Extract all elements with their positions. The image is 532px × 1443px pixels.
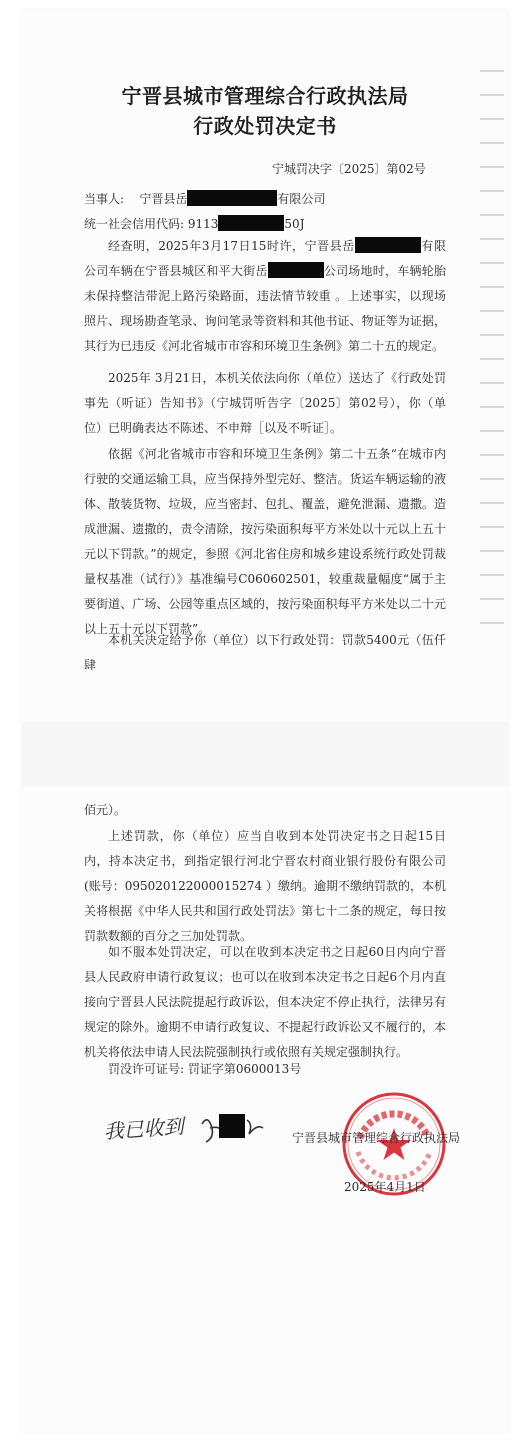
redaction-block (219, 1114, 245, 1138)
credit-code-label: 统一社会信用代码: (84, 217, 185, 231)
signature-text: 我已收到 (102, 1114, 185, 1144)
legal-basis-paragraph: 依据《河北省城市市容和环境卫生条例》第二十五条“在城市内行驶的交通运输工具，应当保持外型完好、整洁。货运车辆运输的液体、散装货物、垃圾，应当密封、包扎、覆盖，避免泄漏、遗撒。造成泄漏、遗撒的，责令清除，按污染面积每平方米处以十元以上五十元以下罚款。”的规定，参照《河北省住房和城乡建设系统行政处罚裁量权基准（试行）》基准编号C060602501，较重裁量幅度“属于主要街道、广场、公园等重点区域的，按污染面积每平方米处以二十元以上五十元以下罚款”。 (84, 447, 446, 636)
bleed-through-marks (480, 70, 508, 710)
redaction-block (187, 190, 277, 206)
notice-paragraph: 2025年 3月21日，本机关依法向你（单位）送达了《行政处罚事先（听证）告知书》（宁城罚听告字〔2025〕第02号），你（单位）已明确表达不陈述、不申辩［以及不听证］。 (84, 371, 446, 435)
appeal-paragraph: 如不服本处罚决定，可以在收到本决定书之日起60日内向宁晋县人民政府申请行政复议；也可以在收到本决定书之日起6个月内直接向宁晋县人民法院提起行政诉讼，但本决定不停止执行，法律另有规定的除外。逾期不申请行政复议、不提起行政诉讼又不履行的，本机关将依法申请人民法院强制执行或依照有关规定强制执行。 (84, 945, 446, 1059)
handwritten-signature (102, 1104, 272, 1154)
title-line-1: 宁晋县城市管理综合行政执法局 (121, 84, 409, 108)
issuing-authority: 宁晋县城市管理综合行政执法局 (292, 1131, 461, 1145)
credit-code-prefix: 9113 (187, 217, 219, 231)
party-name-prefix: 宁晋县岳 (139, 192, 188, 206)
redaction-block (268, 262, 324, 278)
facts-prefix: 经查明，2025年3月17日15时许，宁晋县岳 (108, 239, 355, 253)
decision-continuation: 佰元）。 (84, 803, 127, 817)
permit-number: 罚没许可证号: 罚证字第0600013号 (108, 1062, 302, 1076)
party-name-suffix: 有限公司 (277, 192, 326, 206)
credit-code-line (84, 215, 305, 232)
document-page (22, 10, 508, 1433)
decision-paragraph: 本机关决定给予你（单位）以下行政处罚：罚款5400元（伍仟肆 (84, 633, 446, 672)
party-label: 当事人: (84, 192, 125, 206)
facts-middle: 有限公司车辆在宁晋县城区和平大街岳 (84, 239, 446, 278)
payment-paragraph: 上述罚款，你（单位）应当自收到本处罚决定书之日起15日内，持本决定书，到指定银行河北宁晋农村商业银行股份有限公司(账号：095020122000015274 ）缴纳。逾期不缴纳罚款的，本机关将根据《中华人民共和国行政处罚法》第七十二条的规定，每日按罚款数额的百分之三加处罚款。 (84, 829, 446, 943)
facts-paragraph (84, 234, 446, 359)
document-number: 宁城罚决字〔2025〕第02号 (272, 162, 426, 176)
issue-date: 2025年4月1日 (344, 1180, 426, 1194)
facts-rest: 公司场地时，车辆轮胎未保持整洁带泥上路污染路面，违法情节较重 。上述事实，以现场照片、现场勘查笔录、询问笔录等资料和其他书证、物证等为证据，其行为已违反《河北省城市市容和环境卫生条例》第二十五的规定。 (84, 264, 446, 353)
title-line-2: 行政处罚决定书 (193, 114, 337, 138)
credit-code-suffix: 50J (284, 217, 305, 231)
party-line (84, 190, 325, 207)
redaction-block (218, 215, 284, 231)
page-fold-gap (22, 722, 508, 786)
redaction-block (355, 237, 421, 253)
